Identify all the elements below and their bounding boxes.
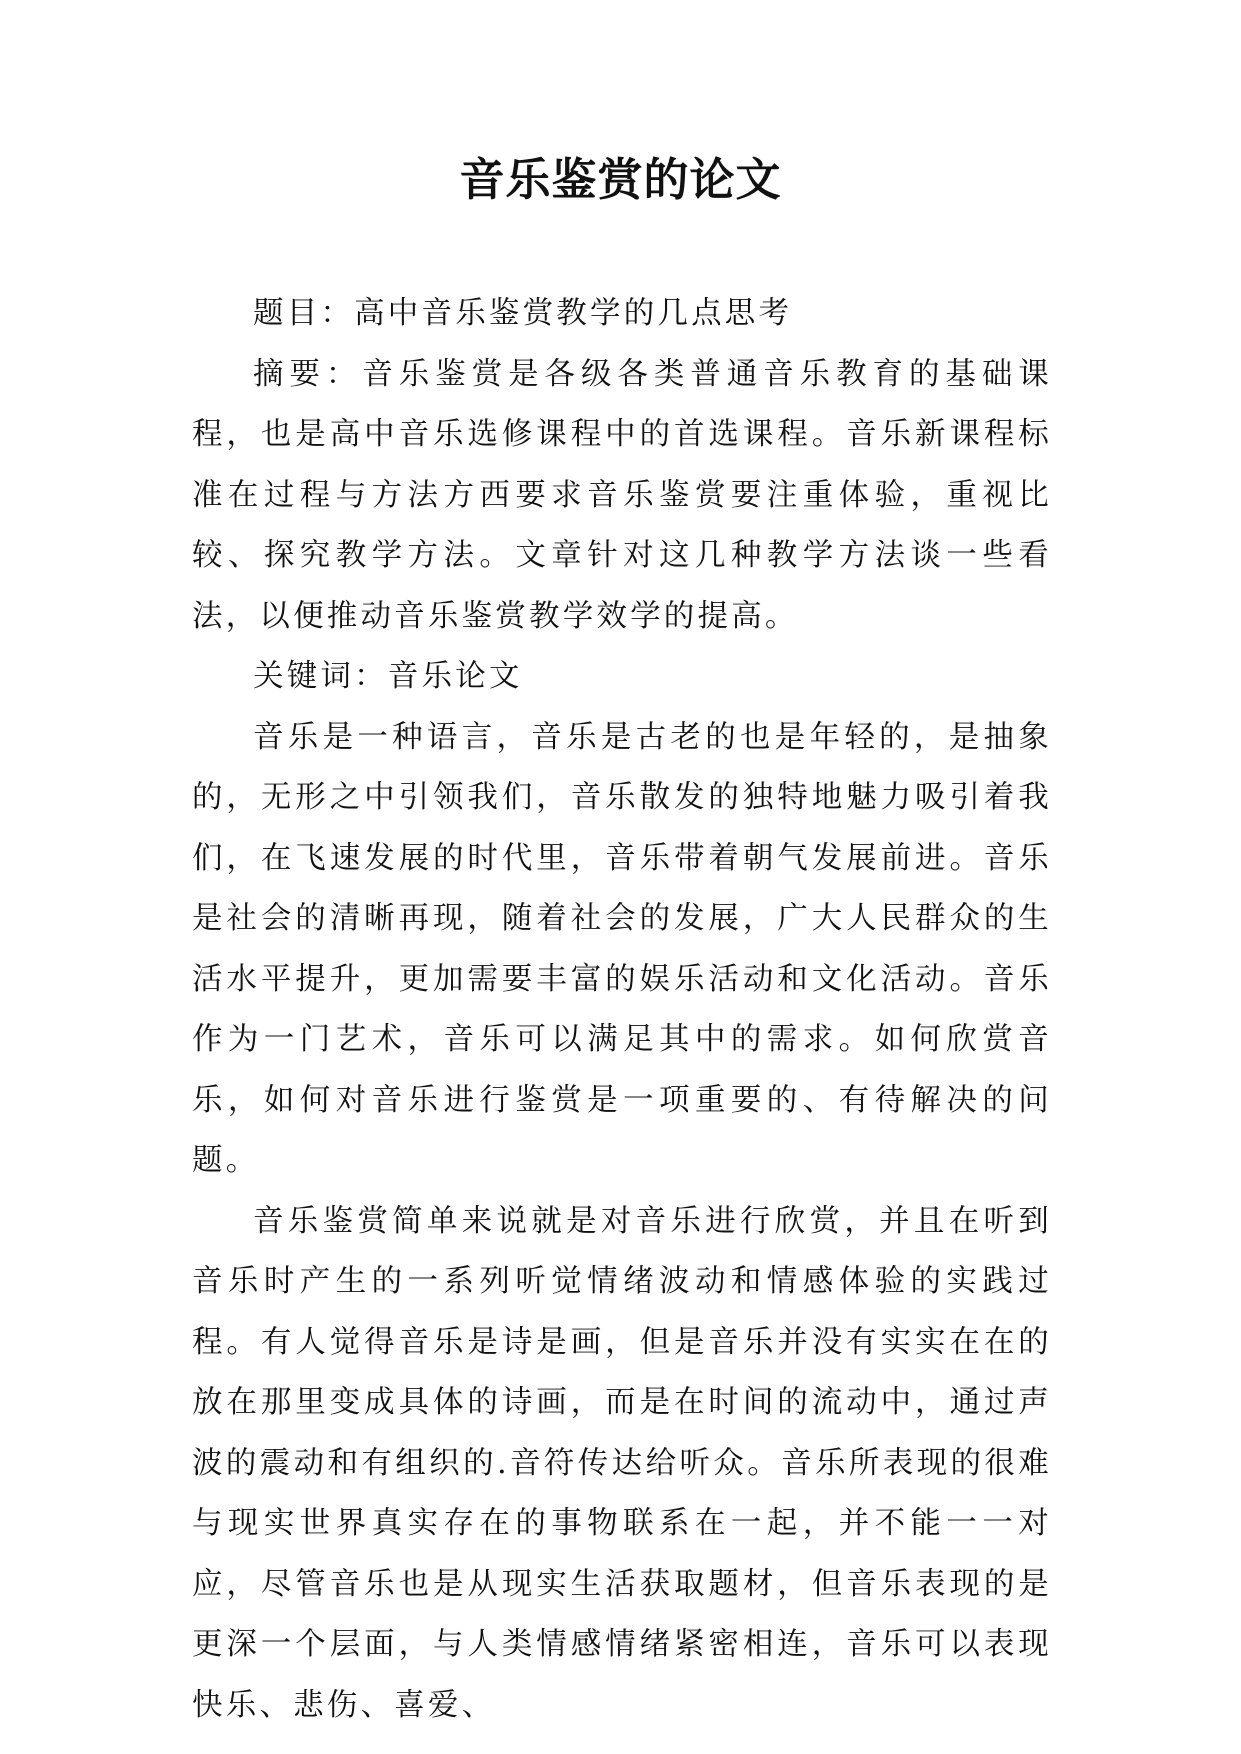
topic-paragraph: 题目：高中音乐鉴赏教学的几点思考 bbox=[253, 296, 793, 331]
body-paragraph: 音乐鉴赏简单来说就是对音乐进行欣赏，并且在听到音乐时产生的一系列听觉情绪波动和情感体验的实践过程。有人觉得音乐是诗是画，但是音乐并没有实实在在的放在那里变成具体的诗画，而是在时间的流动中，通过声波的震动和有组织的.音符传达给听众。音乐所表现的很难与现实世界真实存在的事物联系在一起，并不能一一对应，尽管音乐也是从现实生活获取题材，但音乐表现的是更深一个层面，与人类情感情绪紧密相连，音乐可以表现快乐、悲伤、喜爱、 bbox=[192, 1203, 1052, 1723]
document-title: 音乐鉴赏的论文 bbox=[459, 153, 782, 206]
keywords-paragraph: 关键词：音乐论文 bbox=[253, 659, 523, 694]
abstract-paragraph: 摘要：音乐鉴赏是各级各类普通音乐教育的基础课程，也是高中音乐选修课程中的首选课程。音乐新课程标准在过程与方法方西要求音乐鉴赏要注重体验，重视比较、探究教学方法。文章针对这几种教学方法谈一些看法，以便推动音乐鉴赏教学效学的提高。 bbox=[192, 356, 1052, 634]
document-body bbox=[192, 284, 1052, 1736]
body-paragraph: 音乐是一种语言，音乐是古老的也是年轻的，是抽象的，无形之中引领我们，音乐散发的独特地魅力吸引着我们，在飞速发展的时代里，音乐带着朝气发展前进。音乐是社会的清晰再现，随着社会的发展，广大人民群众的生活水平提升，更加需要丰富的娱乐活动和文化活动。音乐作为一门艺术，音乐可以满足其中的需求。如何欣赏音乐，如何对音乐进行鉴赏是一项重要的、有待解决的问题。 bbox=[192, 719, 1052, 1178]
